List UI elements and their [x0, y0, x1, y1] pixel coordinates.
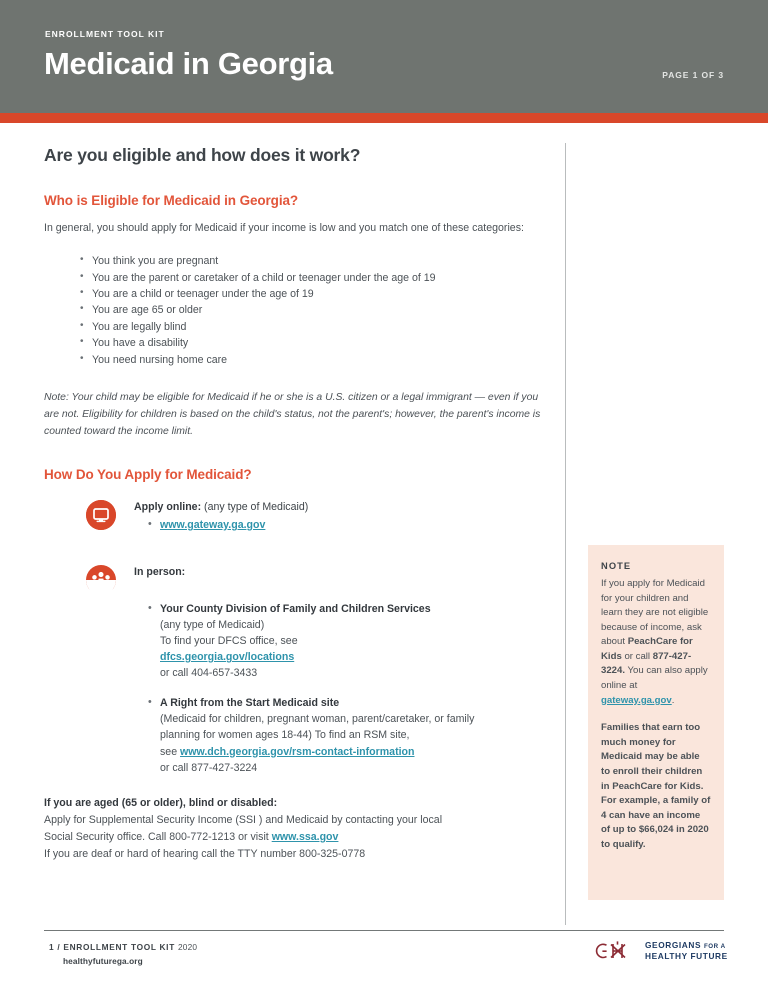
monitor-icon	[86, 500, 116, 530]
organization-logo	[592, 938, 728, 964]
eligibility-note: Note: Your child may be eligible for Medicaid if he or she is a U.S. citizen or a legal immigrant — even if you are not. Eligibility for children is based on the child's status, not the parent's; however, the parent's income is counted toward the income limit.	[44, 392, 541, 437]
dfcs-line3: or call 404-657-3433	[160, 667, 258, 680]
rsm-line2: planning for women ages 18-44) To find an RSM site,	[160, 729, 410, 742]
in-person-options-list	[148, 601, 549, 776]
list-item: • You are legally blind	[80, 319, 549, 335]
header-kicker: ENROLLMENT TOOL KIT	[45, 29, 165, 39]
dfcs-line2: To find your DFCS office, see	[160, 634, 298, 647]
footer-year: 2020	[177, 942, 198, 952]
apply-online-label	[134, 500, 549, 516]
note-p1-part3: You can also apply online at	[601, 665, 708, 692]
apply-in-person-block	[44, 565, 549, 776]
note-gateway-link[interactable]: gateway.ga.gov	[601, 694, 672, 706]
footer-page-label	[49, 942, 197, 952]
rsm-line3: or call 877-427-3224	[160, 761, 258, 774]
eligibility-bullet-list	[80, 253, 549, 368]
main-content	[44, 145, 549, 863]
apply-online-block	[44, 500, 549, 556]
abd-title: If you are aged (65 or older), blind or disabled:	[44, 796, 278, 809]
list-item: • You are a child or teenager under the age of 19	[80, 286, 549, 302]
apply-online-label-bold: Apply online:	[134, 500, 202, 513]
ssa-link[interactable]: www.ssa.gov	[271, 830, 339, 843]
abd-line1: Apply for Supplemental Security Income (SSI ) and Medicaid by contacting your local	[44, 813, 443, 826]
abd-line2-prefix: Social Security office. Call 800-772-1213 or visit	[44, 830, 272, 843]
ghf-monogram-icon	[592, 938, 636, 964]
footer-website: healthyfuturega.org	[63, 956, 143, 966]
abd-line3: If you are deaf or hard of hearing call the TTY number 800-325-0778	[44, 847, 366, 860]
logo-line-2: HEALTHY FUTURE	[645, 951, 728, 962]
note-paragraph-1	[601, 577, 711, 708]
dfcs-line1: (any type of Medicaid)	[160, 618, 265, 631]
abd-line2	[44, 829, 549, 846]
dfcs-locations-link[interactable]: dfcs.georgia.gov/locations	[160, 651, 295, 664]
list-item	[148, 601, 549, 681]
logo-line-1	[645, 940, 728, 951]
footer-left	[49, 942, 197, 966]
gateway-link[interactable]: www.gateway.ga.gov	[160, 518, 266, 531]
apply-online-label-rest: (any type of Medicaid)	[201, 500, 309, 513]
list-item: • You think you are pregnant	[80, 253, 549, 269]
logo-line-1-main: GEORGIANS	[645, 940, 702, 951]
apply-in-person-label: In person:	[134, 565, 186, 578]
section-title: Are you eligible and how does it work?	[44, 145, 361, 165]
note-p1-part2: or call	[621, 650, 653, 662]
logo-line-1-small: FOR A	[704, 943, 726, 951]
page-title: Medicaid in Georgia	[44, 46, 333, 81]
list-item: • You are age 65 or older	[80, 302, 549, 318]
rsm-line1: (Medicaid for children, pregnant woman, parent/caretaker, or family	[160, 713, 475, 726]
note-p1-part1: If you apply for Medicaid for your children and learn they are not eligible because of income, ask about	[601, 578, 709, 648]
note-p1-bold1: PeachCare for Kids	[601, 636, 693, 662]
dfcs-title: Your County Division of Family and Children Services	[160, 602, 431, 615]
apply-in-person-body	[134, 565, 549, 776]
footer-page-label-text: 1 / ENROLLMENT TOOL KIT	[49, 942, 175, 952]
eligibility-intro: In general, you should apply for Medicaid if your income is low and you match one of these categories:	[44, 222, 524, 234]
apply-online-body	[134, 500, 549, 533]
aged-blind-disabled-block	[44, 795, 549, 863]
accent-bar	[0, 113, 768, 123]
list-item	[148, 517, 549, 533]
note-p1-bold2: 877-427-3224.	[601, 650, 692, 677]
note-paragraph-2: Families that earn too much money for Medicaid may be able to enroll their children in PeachCare for Kids. For example, a family of 4 can have an income of up to $66,024 in 2020 to qualify.	[601, 722, 711, 850]
apply-heading: How Do You Apply for Medicaid?	[44, 466, 252, 482]
logo-wordmark	[645, 940, 728, 961]
list-item: • You are the parent or caretaker of a child or teenager under the age of 19	[80, 270, 549, 286]
apply-online-links	[148, 517, 549, 533]
page-header	[0, 0, 768, 113]
list-item	[148, 695, 549, 775]
people-group-icon	[86, 565, 116, 595]
list-item: • You need nursing home care	[80, 352, 549, 368]
footer-divider	[44, 930, 724, 931]
rsm-link-prefix: see	[160, 745, 181, 758]
column-divider	[565, 143, 566, 925]
eligibility-heading: Who is Eligible for Medicaid in Georgia?	[44, 193, 299, 208]
rsm-contact-link[interactable]: www.dch.georgia.gov/rsm-contact-information	[180, 745, 415, 758]
page-indicator: PAGE 1 OF 3	[662, 70, 724, 80]
note-label: NOTE	[601, 561, 632, 571]
note-p1-part4: .	[671, 694, 675, 706]
list-item: • You have a disability	[80, 335, 549, 351]
note-sidebar	[588, 545, 724, 900]
rsm-title: A Right from the Start Medicaid site	[160, 697, 340, 710]
